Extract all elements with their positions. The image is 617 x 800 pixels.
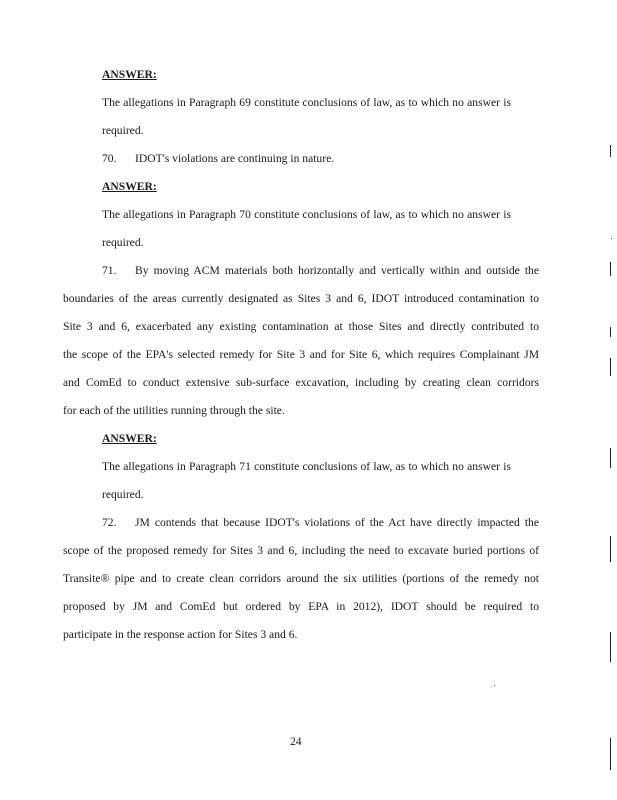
paragraph-72-line-3: Transite® pipe and to create clean corridors around the six utilities (portions of the remedy not [63, 572, 539, 585]
scan-mark [610, 145, 611, 157]
scan-mark [610, 358, 611, 376]
answer-71-line-1: The allegations in Paragraph 71 constitute conclusions of law, as to which no answer is [102, 460, 511, 473]
paragraph-70-text: IDOT's violations are continuing in nature. [135, 152, 335, 165]
answer-69-line-1: The allegations in Paragraph 69 constitute conclusions of law, as to which no answer is [102, 96, 511, 109]
paragraph-72-line-5: participate in the response action for Sites 3 and 6. [63, 628, 298, 641]
scan-mark [610, 536, 611, 562]
scan-mark [494, 685, 495, 686]
paragraph-71-line-1: By moving ACM materials both horizontally and vertically within and outside the [135, 264, 539, 277]
answer-69-line-2: required. [102, 124, 144, 137]
scan-mark [610, 448, 611, 468]
paragraph-70-number: 70. [102, 152, 117, 165]
paragraph-72-number: 72. [102, 516, 117, 529]
answer-70-line-1: The allegations in Paragraph 70 constitute conclusions of law, as to which no answer is [102, 208, 511, 221]
scan-mark [611, 238, 612, 239]
answer-70-heading: ANSWER: [102, 180, 157, 193]
scan-mark [610, 262, 611, 276]
paragraph-71-line-6: for each of the utilities running through the site. [63, 404, 285, 417]
answer-71-heading: ANSWER: [102, 432, 157, 445]
paragraph-72-line-1: JM contends that because IDOT's violations of the Act have directly impacted the [135, 516, 539, 529]
scan-mark [610, 738, 611, 770]
paragraph-71-line-4: the scope of the EPA's selected remedy for Site 3 and for Site 6, which requires Complainant JM [63, 348, 539, 361]
paragraph-71-line-3: Site 3 and 6, exacerbated any existing contamination at those Sites and directly contributed to [63, 320, 539, 333]
paragraph-71-line-2: boundaries of the areas currently designated as Sites 3 and 6, IDOT introduced contamination to [63, 292, 539, 305]
paragraph-72-line-2: scope of the proposed remedy for Sites 3 and 6, including the need to excavate buried portions of [63, 544, 539, 557]
paragraph-71-number: 71. [102, 264, 117, 277]
scan-mark [610, 632, 611, 662]
answer-71-line-2: required. [102, 488, 144, 501]
paragraph-72-line-4: proposed by JM and ComEd but ordered by EPA in 2012), IDOT should be required to [63, 600, 539, 613]
answer-70-line-2: required. [102, 236, 144, 249]
scan-mark [610, 327, 611, 337]
answer-69-heading: ANSWER: [102, 68, 157, 81]
page-number: 24 [290, 735, 302, 748]
paragraph-71-line-5: and ComEd to conduct extensive sub-surface excavation, including by creating clean corridors [63, 376, 539, 389]
